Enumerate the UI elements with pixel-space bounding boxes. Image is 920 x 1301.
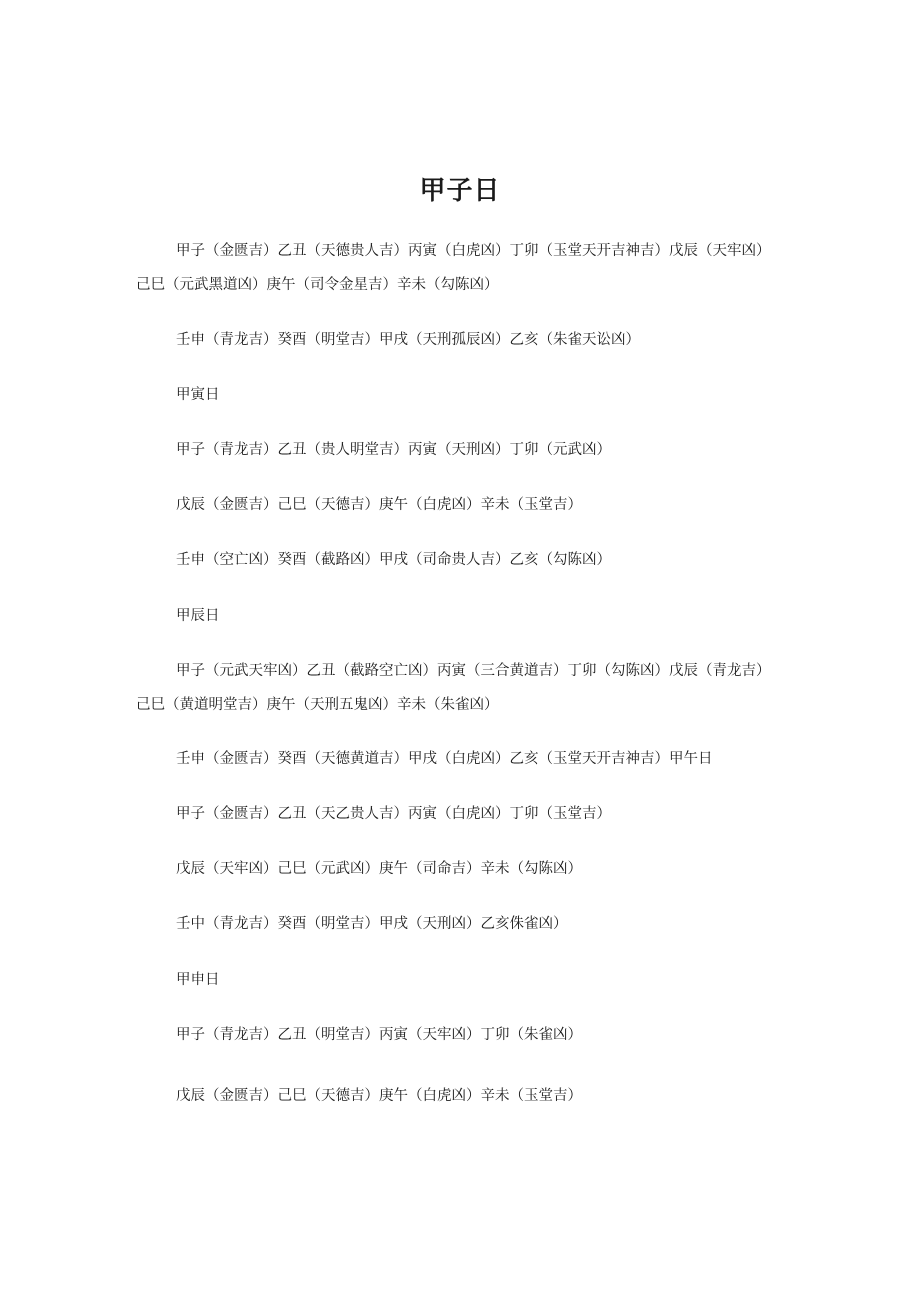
paragraph-15: 戊辰（金匮吉）己巳（天德吉）庚午（白虎凶）辛未（玉堂吉）: [176, 1088, 582, 1104]
paragraph-6: 壬申（空亡凶）癸酉（截路凶）甲戌（司命贵人吉）乙亥（勾陈凶）: [176, 552, 611, 568]
paragraph-10: 甲子（金匮吉）乙丑（天乙贵人吉）丙寅（白虎凶）丁卯（玉堂吉）: [176, 806, 611, 822]
section-heading-jiachen: 甲辰日: [176, 608, 220, 624]
paragraph-5: 戊辰（金匮吉）己巳（天德吉）庚午（白虎凶）辛未（玉堂吉）: [176, 497, 582, 513]
paragraph-1: 甲子（金匮吉）乙丑（天德贵人吉）丙寅（白虎凶）丁卯（玉堂天开吉神吉）戊辰（天牢凶）己巳（元武黑道凶）庚午（司令金星吉）辛未（勾陈凶）: [136, 243, 771, 293]
section-heading-jiashen: 甲申日: [176, 972, 220, 988]
paragraph-2: 壬申（青龙吉）癸酉（明堂吉）甲戌（天刑孤辰凶）乙亥（朱雀天讼凶）: [176, 332, 640, 348]
page-title: 甲子日: [419, 176, 501, 206]
section-heading-jiayin: 甲寅日: [176, 387, 220, 403]
paragraph-8: 甲子（元武天牢凶）乙丑（截路空亡凶）丙寅（三合黄道吉）丁卯（勾陈凶）戊辰（青龙吉）己巳（黄道明堂吉）庚午（天刑五鬼凶）辛未（朱雀凶）: [136, 663, 771, 713]
paragraph-9: 壬申（金匮吉）癸酉（天德黄道吉）甲戌（白虎凶）乙亥（玉堂天开吉神吉）甲午日: [176, 751, 713, 767]
paragraph-11: 戊辰（天牢凶）己巳（元武凶）庚午（司命吉）辛未（勾陈凶）: [176, 861, 582, 877]
paragraph-4: 甲子（青龙吉）乙丑（贵人明堂吉）丙寅（天刑凶）丁卯（元武凶）: [176, 442, 611, 458]
paragraph-12: 壬中（青龙吉）癸酉（明堂吉）甲戌（天刑凶）乙亥侏雀凶）: [176, 916, 568, 932]
paragraph-14: 甲子（青龙吉）乙丑（明堂吉）丙寅（天牢凶）丁卯（朱雀凶）: [176, 1027, 582, 1043]
